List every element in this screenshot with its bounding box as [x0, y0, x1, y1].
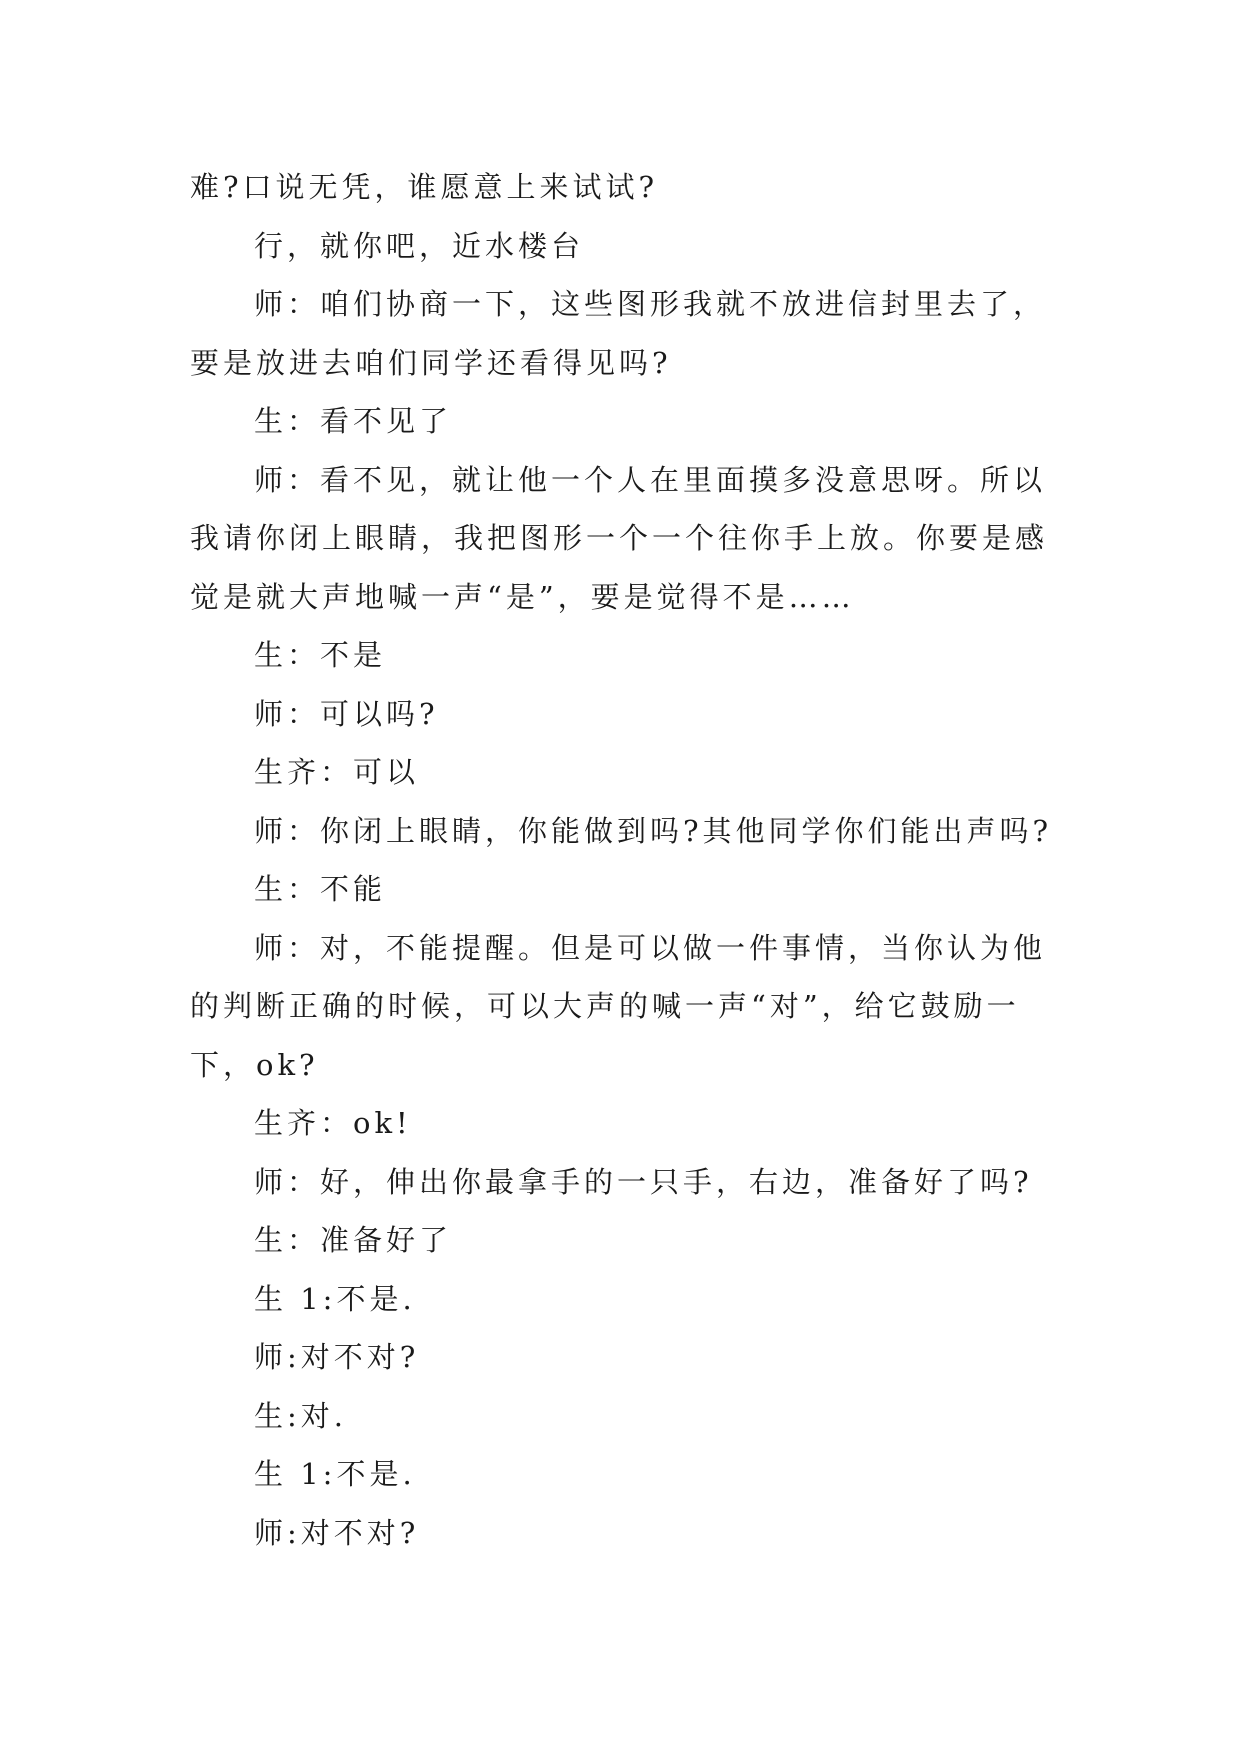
paragraph: 生：准备好了 [254, 1223, 453, 1257]
document-body [190, 158, 1070, 1562]
paragraph: 生 1:不是. [254, 1457, 416, 1491]
paragraph: 师：咱们协商一下，这些图形我就不放进信封里去了，要是放进去咱们同学还看得见吗? [190, 287, 1047, 380]
paragraph: 师:对不对? [254, 1340, 420, 1374]
paragraph: 生:对. [254, 1398, 347, 1433]
paragraph: 师：可以吗? [254, 696, 439, 731]
paragraph: 师：你闭上眼睛，你能做到吗?其他同学你们能出声吗? [254, 813, 1053, 848]
paragraph: 生 1:不是. [254, 1281, 416, 1316]
paragraph: 师：看不见，就让他一个人在里面摸多没意思呀。所以我请你闭上眼睛，我把图形一个一个往你手上放。你要是感觉是就大声地喊一声“是”，要是觉得不是…… [190, 462, 1049, 614]
paragraph: 难?口说无凭，谁愿意上来试试? [190, 170, 659, 204]
paragraph: 师：好，伸出你最拿手的一只手，右边，准备好了吗? [254, 1164, 1033, 1199]
paragraph: 师:对不对? [254, 1515, 420, 1550]
paragraph: 行，就你吧，近水楼台 [254, 228, 585, 263]
paragraph: 生齐：可以 [254, 755, 420, 789]
paragraph: 生：不能 [254, 872, 387, 906]
paragraph: 生齐：ok! [254, 1106, 412, 1140]
paragraph: 生：不是 [254, 638, 387, 672]
paragraph: 生：看不见了 [254, 404, 453, 438]
paragraph: 师：对，不能提醒。但是可以做一件事情，当你认为他的判断正确的时候，可以大声的喊一声“对”，给它鼓励一下，ok? [190, 930, 1047, 1082]
